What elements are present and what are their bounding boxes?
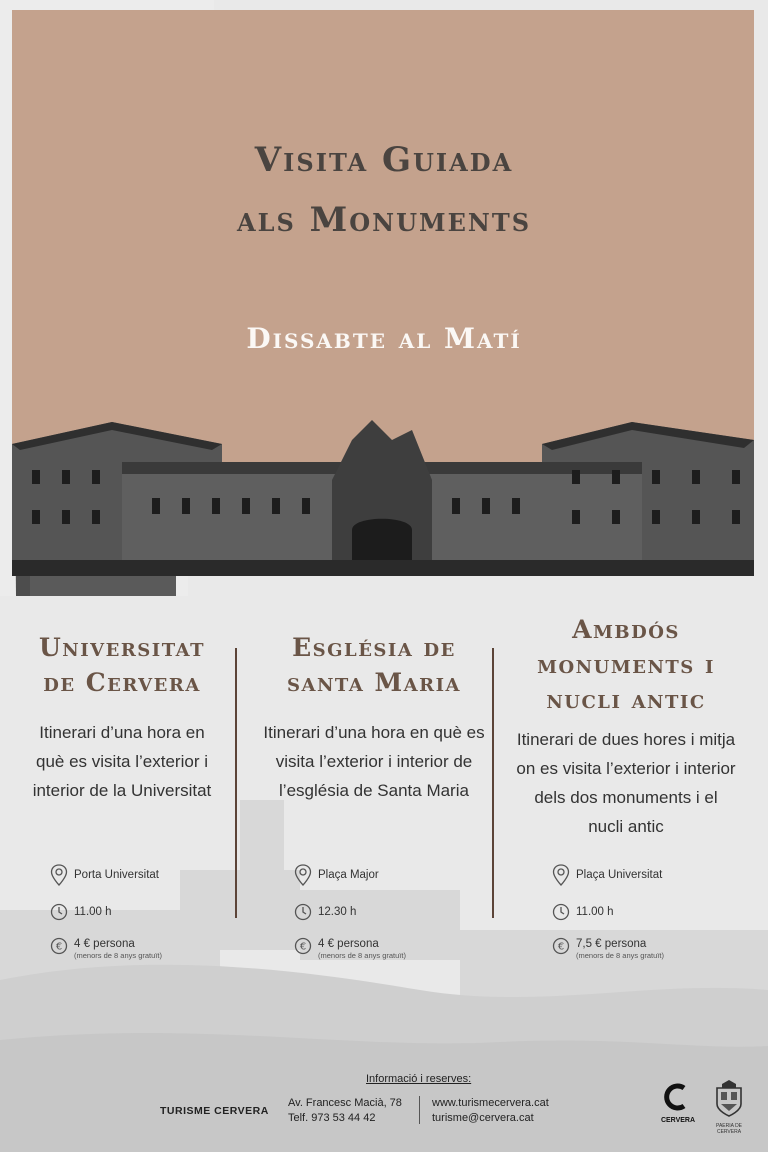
- description-line: visita l’exterior i interior de: [275, 752, 473, 771]
- column-title-line: nucli antic: [546, 685, 706, 714]
- time-info: [552, 903, 614, 921]
- euro-icon: [552, 937, 570, 955]
- footer-contact: [432, 1096, 549, 1126]
- time-info: [50, 903, 112, 921]
- paeria-logo: [706, 1078, 752, 1135]
- price-text: 4 € persona: [74, 938, 135, 950]
- time-text: 12.30 h: [318, 906, 357, 918]
- price-info: [294, 937, 406, 960]
- paeria-crest-icon: [706, 1078, 752, 1118]
- column-santa-maria: [256, 612, 492, 805]
- place-info: [294, 864, 379, 886]
- website-link[interactable]: www.turismecervera.cat: [432, 1097, 549, 1109]
- column-description: [506, 725, 746, 841]
- column-title-line: Universitat: [38, 633, 206, 662]
- description-line: nucli antic: [588, 817, 664, 836]
- title-line-1: Visita Guiada: [254, 140, 514, 180]
- place-text: Plaça Universitat: [576, 869, 663, 881]
- title-line-2: als Monuments: [236, 200, 532, 240]
- footer-brand: TURISME CERVERA: [160, 1105, 269, 1117]
- price-note: (menors de 8 anys gratuït): [74, 951, 162, 960]
- clock-icon: [50, 903, 68, 921]
- time-info: [294, 903, 356, 921]
- description-line: Itinerari d’una hora en: [39, 723, 205, 742]
- column-ambdos: [506, 612, 746, 841]
- email-link[interactable]: turisme@cervera.cat: [432, 1112, 534, 1124]
- cervera-logo-text: CERVERA: [660, 1117, 696, 1124]
- location-pin-icon: [552, 864, 570, 886]
- place-info: [552, 864, 662, 886]
- price-text: 4 € persona: [318, 938, 379, 950]
- column-title-line: santa Maria: [287, 668, 461, 697]
- price-info: [50, 937, 162, 960]
- clock-icon: [552, 903, 570, 921]
- footer-address: [288, 1096, 402, 1126]
- description-line: Itinerari d’una hora en què es: [263, 723, 485, 742]
- clock-icon: [294, 903, 312, 921]
- subtitle: Dissabte al Matí: [246, 322, 522, 355]
- description-line: interior de la Universitat: [32, 781, 212, 800]
- svg-text:€: €: [557, 941, 565, 953]
- phone-text: Telf. 973 53 44 42: [288, 1112, 376, 1124]
- time-text: 11.00 h: [74, 906, 112, 918]
- university-building-image: [12, 420, 754, 576]
- price-info: [552, 937, 664, 960]
- column-title-line: Ambdós: [572, 615, 680, 644]
- euro-icon: [50, 937, 68, 955]
- price-note: (menors de 8 anys gratuït): [576, 951, 664, 960]
- cervera-logo-icon: [660, 1082, 696, 1112]
- description-line: què es visita l’exterior i: [36, 752, 208, 771]
- column-title-line: monuments i: [537, 650, 715, 679]
- description-line: Itinerari de dues hores i mitja: [516, 730, 736, 749]
- paeria-logo-text: PAERIA DE CERVERA: [715, 1123, 743, 1135]
- column-title-line: Església de: [292, 633, 456, 662]
- column-title: [4, 630, 240, 700]
- svg-text:€: €: [299, 941, 307, 953]
- description-line: on es visita l’exterior i interior: [516, 759, 736, 778]
- price-text: 7,5 € persona: [576, 938, 647, 950]
- place-text: Plaça Major: [318, 869, 379, 881]
- column-title: [256, 630, 492, 700]
- euro-icon: [294, 937, 312, 955]
- footer-separator: [419, 1096, 420, 1124]
- column-divider: [492, 648, 494, 918]
- address-text: Av. Francesc Macià, 78: [288, 1097, 402, 1109]
- cervera-logo: [660, 1082, 696, 1128]
- column-universitat: [4, 612, 240, 805]
- location-pin-icon: [294, 864, 312, 886]
- time-text: 11.00 h: [576, 906, 614, 918]
- price-note: (menors de 8 anys gratuït): [318, 951, 406, 960]
- column-description: [256, 718, 492, 805]
- place-info: [50, 864, 159, 886]
- column-description: [4, 718, 240, 805]
- footer-heading: Informació i reserves:: [366, 1073, 472, 1085]
- column-title: [506, 612, 746, 717]
- svg-text:€: €: [55, 941, 63, 953]
- location-pin-icon: [50, 864, 68, 886]
- place-text: Porta Universitat: [74, 869, 160, 881]
- description-line: l’església de Santa Maria: [279, 781, 469, 800]
- description-line: dels dos monuments i el: [534, 788, 718, 807]
- column-divider: [235, 648, 237, 918]
- column-title-line: de Cervera: [43, 668, 201, 697]
